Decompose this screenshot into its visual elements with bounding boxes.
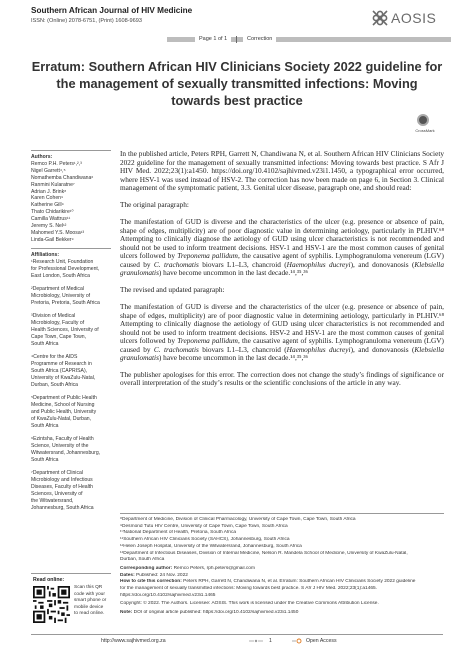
affiliation-item bbox=[31, 395, 111, 430]
qr-instruction-line: code with your bbox=[74, 591, 105, 597]
revised-paragraph: The manifestation of GUD is diverse and the characteristics of the ulcer (e.g. presence or absence of pain, shape of edges, multiplicity) are of poor diagnostic value in determining aetiology, particularly in PLHIV.⁶⁸ Attempting to clinically diagnose the aetiology of GUD using ulcer characteristics is not recommended and should not be used to inform treatment decisions. HSV-2 and HSV-1 are the most common causes of genital ulcers followed by Treponema pallidum, the causative agent of syphilis. Lymphogranuloma venereum (LGV) caused by C. trachomatis biovars L1–L3, chancroid (Haemophilus ducreyi), and donovanosis (Klebsiella granulomatis) have become uncommon in the last decade.¹⁴,³⁵,³⁶ bbox=[120, 302, 444, 362]
author-sidebar bbox=[31, 150, 111, 518]
author-item: Camilla Wattrus¹¹ bbox=[31, 216, 71, 223]
author-item: Nomathemba Chandiwana⁶ bbox=[31, 174, 94, 181]
page-number-label: Page 1 of 1 bbox=[195, 35, 231, 44]
original-label: The original paragraph: bbox=[120, 199, 189, 209]
affiliation-line: and Public Health, University bbox=[31, 409, 97, 415]
affiliation-line: ³Division of Medical bbox=[31, 313, 76, 320]
affiliation-line: Medicine, School of Nursing bbox=[31, 402, 95, 409]
affiliation-item bbox=[31, 313, 111, 348]
affiliation-line: ⁶Ezintsha, Faculty of Health bbox=[31, 436, 94, 443]
issn: ISSN: (Online) 2078-6751, (Print) 1608-9693 bbox=[31, 18, 143, 24]
revised-label: The revised and updated paragraph: bbox=[120, 284, 225, 294]
journal-name: Southern African Journal of HIV Medicine bbox=[31, 6, 193, 15]
affiliation-list bbox=[31, 259, 111, 512]
read-online-box bbox=[31, 573, 111, 631]
how-to-cite: How to cite this correction: Peters RPH, Garrett N, Chandiwana N, et al. Erratum: Southern African HIV Clinicians Society 2022 guideline bbox=[120, 579, 416, 585]
article-body bbox=[120, 150, 444, 396]
affiliation-line: Microbiology, Faculty of bbox=[31, 320, 85, 327]
affiliation-line: ⁴Centre for the AIDS bbox=[31, 354, 78, 361]
qr-instruction-line: mobile device bbox=[74, 604, 104, 610]
affiliation-line: Science, University of the bbox=[31, 443, 89, 450]
footnote-affiliation: ⁸Department of Medicine, Division of Clinical Pharmacology, University of Cape Town, Cape Town, South Africa bbox=[120, 517, 356, 522]
journal-url-link[interactable]: http://www.sajhivmed.org.za bbox=[101, 638, 166, 644]
affiliation-line: ¹Research Unit, Foundation bbox=[31, 258, 94, 265]
author-list bbox=[31, 161, 111, 244]
read-online-instructions bbox=[74, 585, 112, 618]
author-item: Linda-Gail Bekker⁹ bbox=[31, 236, 74, 243]
footnotes bbox=[120, 513, 444, 617]
affiliation-line: Diseases, Faculty of Health bbox=[31, 484, 94, 491]
aosis-logo-text: AOSIS bbox=[391, 10, 437, 26]
qr-code-icon[interactable] bbox=[33, 586, 70, 623]
open-access-label: Open Access bbox=[306, 638, 337, 644]
affiliation-line: Durban, South Africa bbox=[31, 381, 79, 388]
author-item: Katherine Gill⁹ bbox=[31, 202, 64, 209]
affiliation-line: Programme of Research in bbox=[31, 361, 92, 368]
affiliation-item bbox=[31, 354, 111, 389]
page-number: 1 bbox=[269, 638, 272, 644]
affiliation-line: ⁵Department of Public Health bbox=[31, 395, 97, 402]
affiliation-line: South Africa bbox=[31, 422, 59, 429]
aosis-logo[interactable] bbox=[371, 9, 451, 27]
footnote-affiliation: ⁹Desmond Tutu HIV Centre, University of Cape Town, Cape Town, South Africa bbox=[120, 523, 288, 529]
author-item: Ranmini Kularatne⁷ bbox=[31, 181, 75, 188]
author-item: Remco P.H. Peters¹,²,³ bbox=[31, 160, 82, 167]
affiliation-item bbox=[31, 470, 111, 511]
affiliation-item bbox=[31, 286, 111, 307]
qr-instruction-line: Scan this QR bbox=[74, 585, 103, 590]
page-header bbox=[31, 6, 451, 32]
closing-paragraph: The publisher apologises for this error. The correction does not change the study’s findings of significance or overall interpretation of the study’s results or the scientific conclusions of the article in any way. bbox=[120, 369, 444, 387]
affiliation-line: Microbiology, University of bbox=[31, 292, 91, 299]
authors-heading: Authors: bbox=[31, 154, 53, 160]
footnote-affiliations bbox=[120, 517, 444, 564]
affiliation-line: Witwatersrand, Johannesburg, bbox=[31, 450, 101, 457]
qr-instruction-line: to read online. bbox=[74, 611, 105, 616]
footnote-affiliation: ¹²Helen Joseph Hospital, University of the Witwatersrand, Johannesburg, South Africa bbox=[120, 543, 302, 549]
affiliation-line: University of KwaZulu-Natal, bbox=[31, 374, 96, 381]
original-paragraph: The manifestation of GUD is diverse and the characteristics of the ulcer (e.g. presence or absence of pain, shape of edges, multiplicity) are of poor diagnostic value in determining aetiology, particularly in PLHIV.⁶⁸ Attempting to clinically diagnose the aetiology of GUD using ulcer characteristics is not recommended and should not be used to inform treatment decisions. HSV-1 and HSV-1 are the most common causes of genital ulcers followed by Treponema pallidum, the causative agent of syphilis. Lymphogranuloma venereum (LGV) caused by C. trachomatis biovars L1–L3, chancroid (Haemophilus ducreyi), and donovanosis (Klebsiella granulomatis) have become uncommon in the last decade.¹⁴,³⁵,³⁶ bbox=[120, 217, 444, 277]
author-item: Karen Cohen⁹ bbox=[31, 195, 64, 202]
crossmark-icon bbox=[417, 114, 429, 126]
footnote-affiliation: ¹³Department of Infectious Diseases, Division of Internal Medicine, Nelson R. Mandela School of Medicine, University of KwaZulu-Natal, bbox=[120, 550, 408, 556]
aosis-knot-icon bbox=[371, 9, 389, 27]
intro-paragraph: In the published article, Peters RPH, Garrett N, Chandiwana N, et al. Southern African HIV Clinicians Society 2022 guideline for the management of sexually transmitted infections: Moving towards best practice. S Afr J HIV Med. 2022;23(1):a1450. https://doi.org/10.4102/sajhivmed.v23i1.1450, a typographical error occurred, where HSV-1 was used instead of HSV-2. The correction has now been made on page 6, in Section 3. Clinical management of the symptomatic patient, 3.3. Genital ulcer disease, paragraph one, and should read: bbox=[120, 149, 444, 192]
original-doi-note: Note: DOI of original article published: https://doi.org/10.4102/sajhivmed.v23i1.1450 bbox=[120, 610, 299, 616]
page-divider-icon bbox=[249, 638, 263, 644]
article-title: Erratum: Southern African HIV Clinicians Society 2022 guideline for the management of sexually transmitted infections: Moving towards best practice bbox=[31, 59, 443, 108]
affiliation-line: Microbiology and Infectious bbox=[31, 477, 93, 484]
page-info-bar bbox=[167, 35, 451, 44]
author-item: Adrian J. Brink⁸ bbox=[31, 188, 67, 195]
affiliations-heading: Affiliations: bbox=[31, 251, 60, 258]
affiliation-line: for Professional Development, bbox=[31, 265, 100, 272]
author-item: Thato Chidarikire¹⁰ bbox=[31, 209, 74, 216]
affiliation-line: the Witwatersrand, bbox=[31, 497, 74, 504]
author-item: Nigel Garrett⁴,⁵ bbox=[31, 167, 66, 174]
affiliation-line: Sciences, University of bbox=[31, 491, 83, 498]
crossmark-badge[interactable] bbox=[405, 114, 445, 138]
affiliation-line: of KwaZulu-Natal, Durban, bbox=[31, 415, 92, 422]
footnote-affiliation: ¹⁰National Department of Health, Pretoria, South Africa bbox=[120, 530, 237, 536]
how-to-cite-continued: for the management of sexually transmitted infections: Moving towards best practice. S Afr J HIV Med. 2022;23(1):a1465. bbox=[120, 586, 378, 592]
footnote-affiliation: ¹¹Southern African HIV Clinicians Society (SAHCS), Johannesburg, South Africa bbox=[120, 537, 290, 543]
affiliation-line: Cape Town, Cape Town, bbox=[31, 333, 87, 340]
affiliation-line: South Africa bbox=[31, 456, 59, 463]
qr-instruction-line: smart phone or bbox=[74, 598, 107, 603]
affiliation-line: Health Sciences, University of bbox=[31, 326, 99, 333]
affiliation-line: South Africa bbox=[31, 340, 59, 347]
affiliation-line: South Africa (CAPRISA), bbox=[31, 367, 88, 374]
open-access-icon bbox=[292, 638, 302, 644]
affiliation-line: ²Department of Medical bbox=[31, 285, 84, 292]
copyright: Copyright: © 2022. The Authors. Licensee: AOSIS. This work is licensed under the Creative Commons Attribution License. bbox=[120, 601, 379, 607]
footnote-affiliation: Durban, South Africa bbox=[120, 557, 165, 563]
read-online-heading: Read online: bbox=[33, 577, 65, 583]
affiliation-line: ⁷Department of Clinical bbox=[31, 470, 83, 477]
corresponding-author: Corresponding author: Remco Peters, rph.peters@gmail.com bbox=[120, 565, 255, 571]
section-label: Correction bbox=[243, 35, 276, 44]
affiliation-line: Pretoria, Pretoria, South Africa bbox=[31, 299, 100, 306]
page-footer bbox=[31, 634, 443, 644]
affiliation-line: East London, South Africa bbox=[31, 272, 90, 279]
author-item: Jeremy S. Nel¹² bbox=[31, 223, 67, 230]
dates: Dates: Published: 24 Nov. 2022 bbox=[120, 572, 188, 578]
crossmark-label: CrossMark bbox=[415, 128, 435, 133]
correction-doi-link[interactable]: https://doi.org/10.4102/sajhivmed.v23i1.1465 bbox=[120, 592, 216, 598]
affiliation-item bbox=[31, 259, 111, 280]
affiliation-item bbox=[31, 436, 111, 464]
affiliation-line: Johannesburg, South Africa bbox=[31, 504, 94, 511]
author-item: Mahomed Y.S. Moosa¹³ bbox=[31, 229, 85, 236]
